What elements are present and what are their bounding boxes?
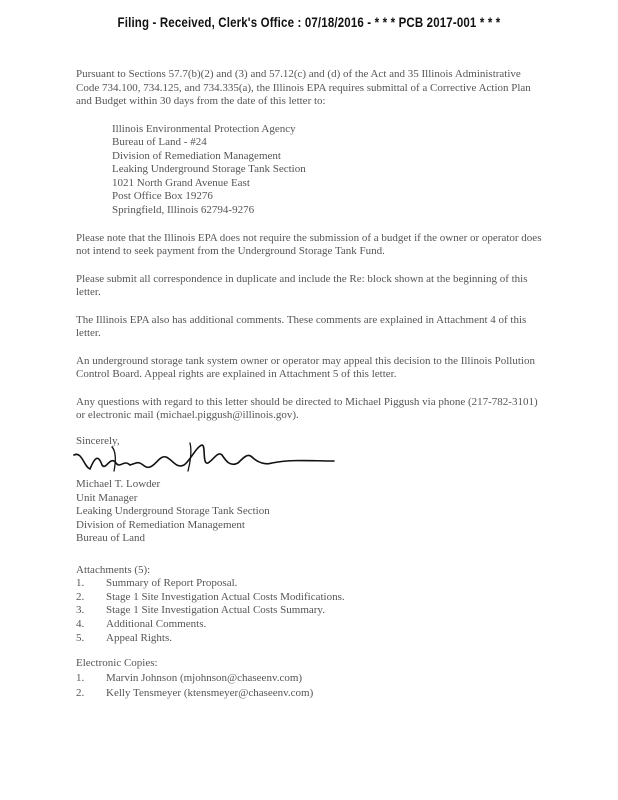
list-item: 3. Stage 1 Site Investigation Actual Costs Summary. xyxy=(76,604,325,617)
list-item: 4. Additional Comments. xyxy=(76,617,207,630)
contact-paragraph: Any questions with regard to this letter should be directed to Michael Piggush via phone (217-782-3101) or electronic mail (michael.piggush@illinois.gov). xyxy=(76,395,538,422)
attachments-list xyxy=(76,577,546,645)
appeal-paragraph: An underground storage tank system owner or operator may appeal this decision to the Illinois Pollution Control Board. Appeal rights are explained in Attachment 5 of this letter. xyxy=(76,354,535,381)
letter-body xyxy=(76,68,546,701)
list-item: 2. Stage 1 Site Investigation Actual Costs Modifications. xyxy=(76,590,345,603)
signer-bureau: Bureau of Land xyxy=(76,532,146,545)
address-line: Division of Remediation Management xyxy=(112,149,281,162)
address-line: Bureau of Land - #24 xyxy=(112,136,207,149)
handwritten-signature xyxy=(72,441,342,481)
signer-details xyxy=(76,478,546,546)
address-line: Illinois Environmental Protection Agency xyxy=(112,122,296,135)
address-line: Leaking Underground Storage Tank Section xyxy=(112,163,306,176)
list-item: 5. Appeal Rights. xyxy=(76,631,172,644)
list-item: 1. Marvin Johnson (mjohnson@chaseenv.com) xyxy=(76,671,303,684)
filing-stamp: Filing - Received, Clerk's Office : 07/18/2016 - * * * PCB 2017-001 * * * xyxy=(117,14,501,30)
closing-salutation: Sincerely, xyxy=(76,434,120,447)
address-line: Post Office Box 19276 xyxy=(112,190,213,203)
electronic-copies-heading: Electronic Copies: xyxy=(76,657,158,670)
address-line: Springfield, Illinois 62794-9276 xyxy=(112,204,255,217)
electronic-copies-list xyxy=(76,671,546,701)
attachments-heading: Attachments (5): xyxy=(76,563,151,576)
intro-paragraph: Pursuant to Sections 57.7(b)(2) and (3) and 57.12(c) and (d) of the Act and 35 Illinois Administrative Code 734.100, 734.125, and 734.335(a), the Illinois EPA requires submittal of a Corrective Action Plan and Budget within 30 days from the date of this letter to: xyxy=(76,68,531,107)
address-line: 1021 North Grand Avenue East xyxy=(112,176,250,189)
signer-title: Unit Manager xyxy=(76,491,138,504)
signer-name: Michael T. Lowder xyxy=(76,478,161,491)
budget-note-paragraph: Please note that the Illinois EPA does not require the submission of a budget if the owner or operator does not intend to seek payment from the Underground Storage Tank Fund. xyxy=(76,231,542,258)
comments-paragraph: The Illinois EPA also has additional comments. These comments are explained in Attachment 4 of this letter. xyxy=(76,313,527,340)
signature-block xyxy=(76,435,546,546)
correspondence-paragraph: Please submit all correspondence in duplicate and include the Re: block shown at the beginning of this letter. xyxy=(76,272,528,299)
list-item: 2. Kelly Tensmeyer (ktensmeyer@chaseenv.com) xyxy=(76,686,314,699)
signer-division: Division of Remediation Management xyxy=(76,518,245,531)
list-item: 1. Summary of Report Proposal. xyxy=(76,577,238,590)
signer-section: Leaking Underground Storage Tank Section xyxy=(76,505,270,518)
mailing-address xyxy=(112,123,546,218)
